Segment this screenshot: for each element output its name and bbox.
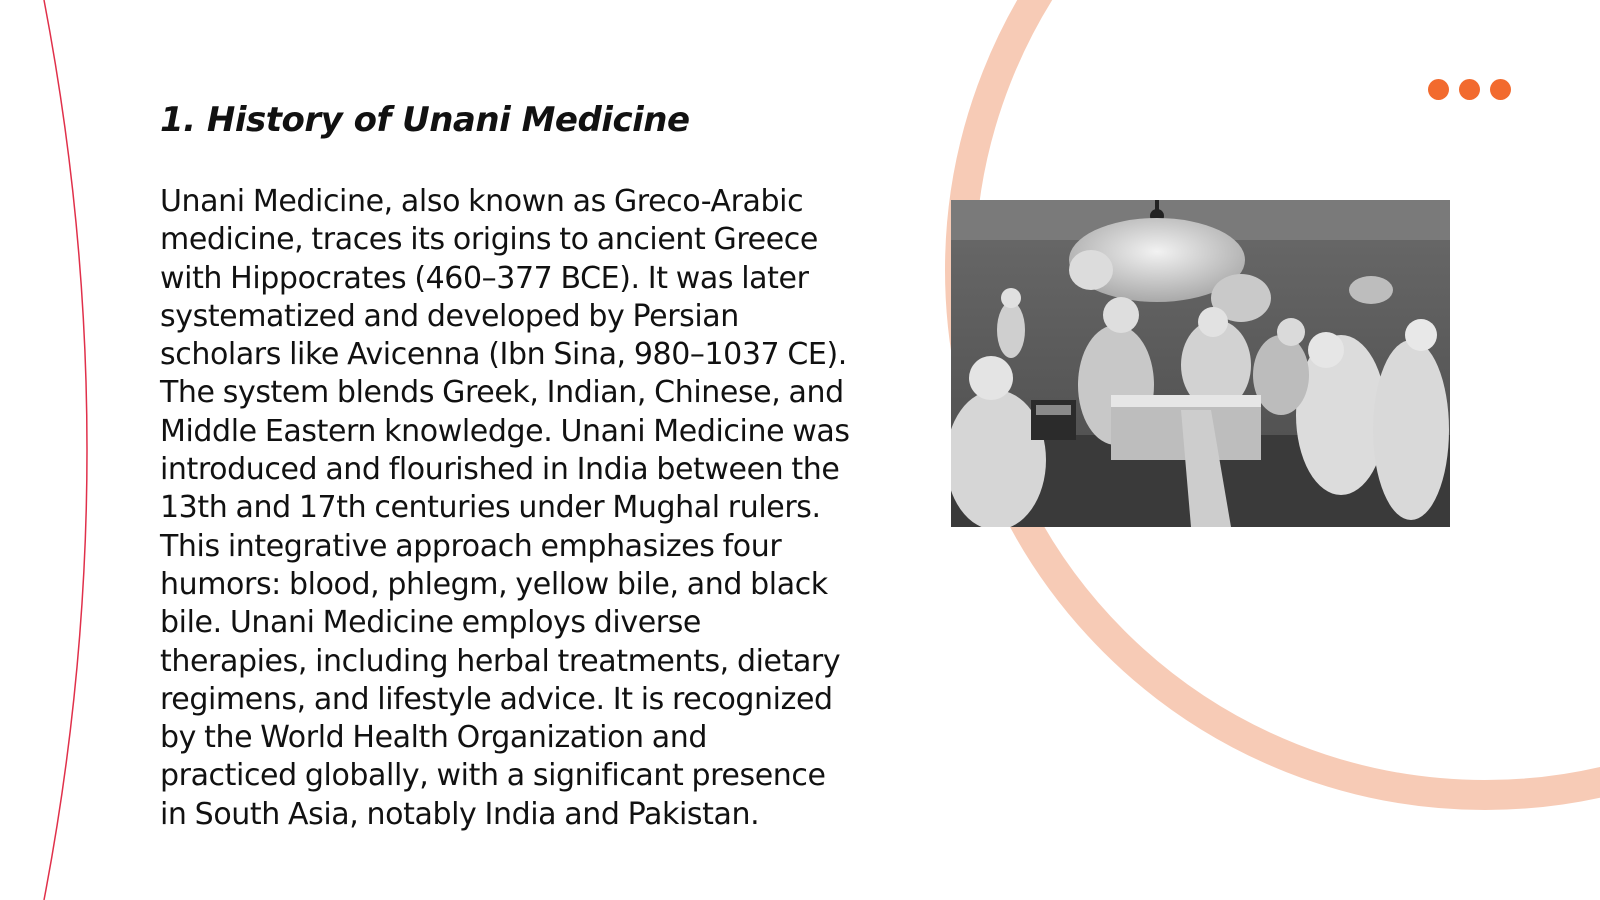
slide-title: 1. History of Unani Medicine [160, 100, 690, 140]
dot [1490, 79, 1511, 100]
more-horizontal-icon [1428, 79, 1511, 100]
body-paragraph: Unani Medicine, also known as Greco-Arabic medicine, traces its origins to ancient Greece with Hippocrates (460–377 BCE). It was later systematized and developed by Persian scholars like Avicenna (Ibn Sina, 980–1037 CE). The system blends Greek, Indian, Chinese, and Middle Eastern knowledge. Unani Medicine was introduced and flourished in India between the 13th and 17th centuries under Mughal rulers. This integrative approach emphasizes four humors: blood, phlegm, yellow bile, and black bile. Unani Medicine employs diverse therapies, including herbal treatments, dietary regimens, and lifestyle advice. It is recognized by the World Health Organization and practiced globally, with a significant presence in South Asia, notably India and Pakistan. [160, 184, 850, 832]
dot [1459, 79, 1480, 100]
historical-surgery-photo [951, 200, 1450, 527]
photo-illustration [951, 200, 1450, 527]
left-accent-line [44, 0, 87, 900]
dot [1428, 79, 1449, 100]
